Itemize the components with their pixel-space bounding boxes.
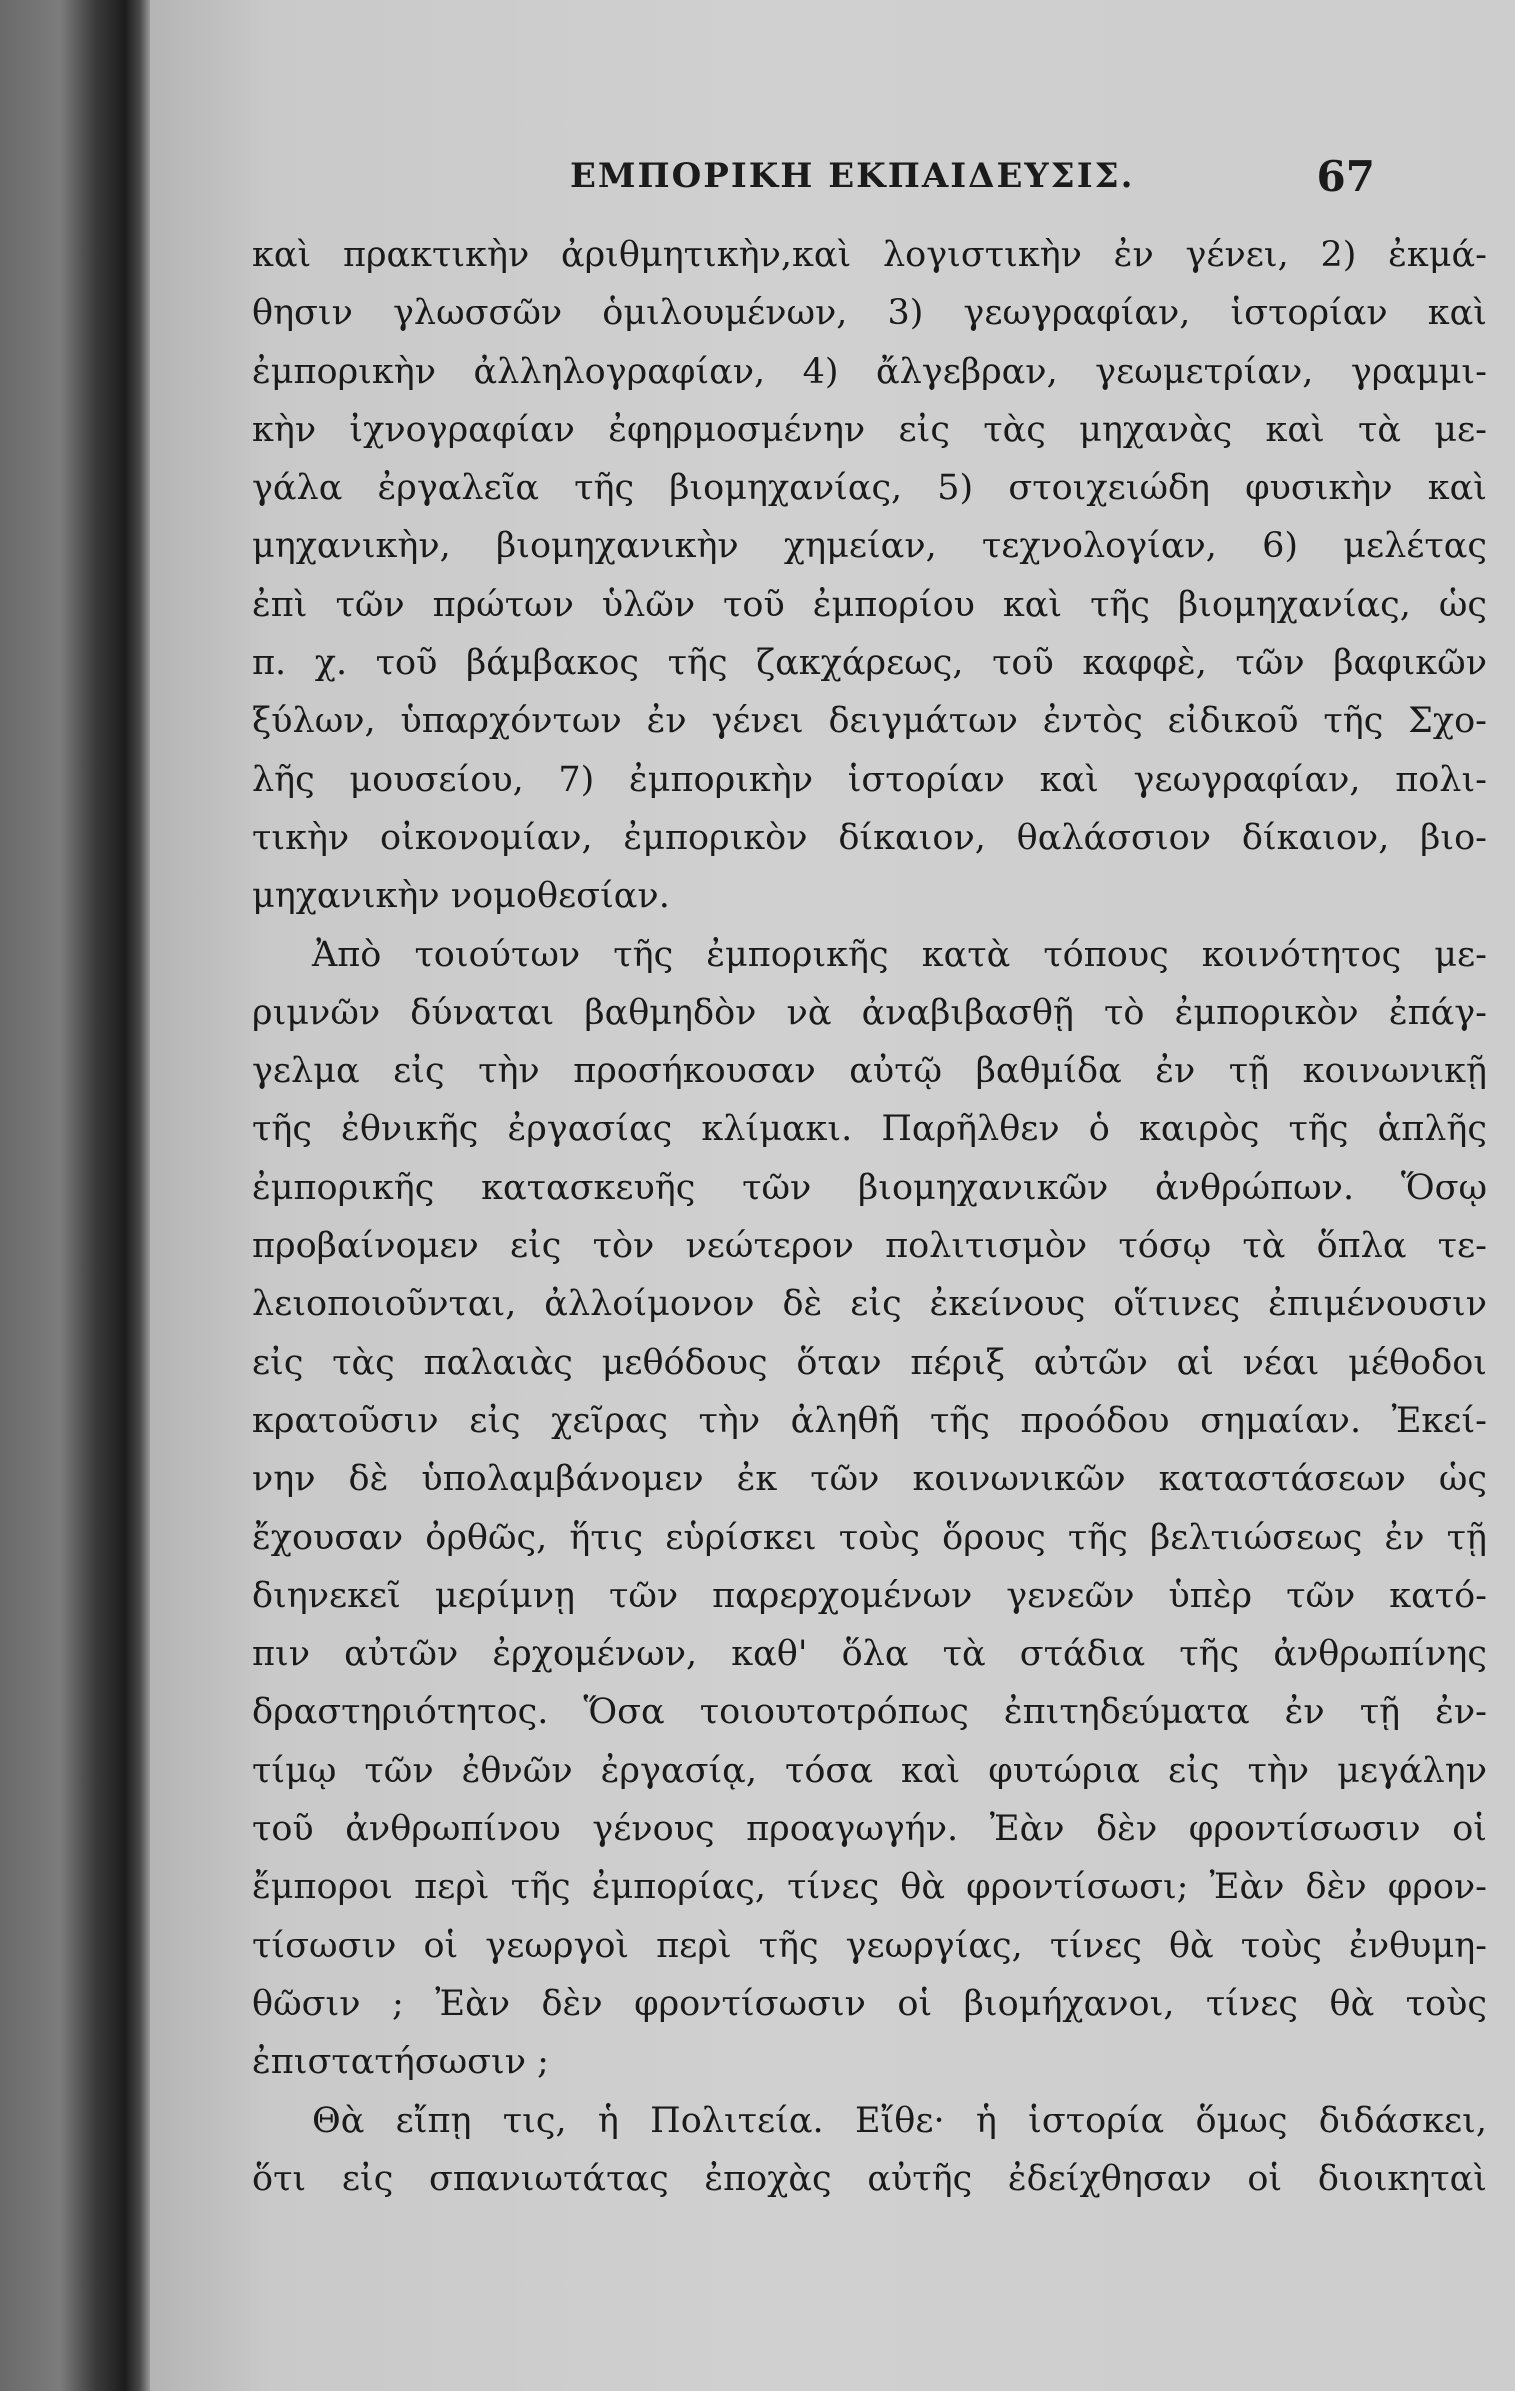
text-line: κὴν ἰχνογραφίαν ἐφηρμοσμένην εἰς τὰς μηχανὰς καὶ τὰ με-: [252, 409, 1487, 450]
text-line: ξύλων, ὑπαρχόντων ἐν γένει δειγμάτων ἐντὸς εἰδικοῦ τῆς Σχο-: [252, 701, 1487, 742]
text-line: τῆς ἐθνικῆς ἐργασίας κλίμακι. Παρῆλθεν ὁ καιρὸς τῆς ἁπλῆς: [252, 1109, 1487, 1150]
text-line: κρατοῦσιν εἰς χεῖρας τὴν ἀληθῆ τῆς προόδου σημαίαν. Ἐκεί-: [252, 1400, 1487, 1441]
text-line: ἔχουσαν ὀρθῶς, ἥτις εὑρίσκει τοὺς ὅρους τῆς βελτιώσεως ἐν τῇ: [252, 1517, 1487, 1558]
text-line: τίμῳ τῶν ἐθνῶν ἐργασίᾳ, τόσα καὶ φυτώρια εἰς τὴν μεγάλην: [252, 1750, 1487, 1791]
text-line: γελμα εἰς τὴν προσήκουσαν αὐτῷ βαθμίδα ἐν τῇ κοινωνικῇ: [252, 1051, 1487, 1092]
text-line: μηχανικὴν, βιομηχανικὴν χημείαν, τεχνολογίαν, 6) μελέτας: [252, 526, 1487, 567]
text-line: γάλα ἐργαλεῖα τῆς βιομηχανίας, 5) στοιχειώδη φυσικὴν καὶ: [252, 468, 1487, 509]
text-line: τικὴν οἰκονομίαν, ἐμπορικὸν δίκαιον, θαλάσσιον δίκαιον, βιο-: [252, 817, 1487, 858]
text-line: λειοποιοῦνται, ἀλλοίμονον δὲ εἰς ἐκείνους οἵτινες ἐπιμένουσιν: [252, 1284, 1487, 1325]
text-line: ἐμπορικῆς κατασκευῆς τῶν βιομηχανικῶν ἀνθρώπων. Ὅσῳ: [252, 1167, 1487, 1208]
book-spine-shadow: [0, 0, 150, 2391]
text-line: νην δὲ ὑπολαμβάνομεν ἐκ τῶν κοινωνικῶν καταστάσεων ὡς: [252, 1459, 1487, 1500]
text-line: λῆς μουσείου, 7) ἐμπορικὴν ἱστορίαν καὶ γεωγραφίαν, πολι-: [252, 759, 1487, 800]
text-line: ἔμποροι περὶ τῆς ἐμπορίας, τίνες θὰ φροντίσωσι; Ἐὰν δὲν φρον-: [252, 1867, 1487, 1908]
running-title: ΕΜΠΟΡΙΚΗ ΕΚΠΑΙΔΕΥΣΙΣ.: [570, 156, 1135, 196]
page-header: [150, 148, 1375, 208]
text-line: τοῦ ἀνθρωπίνου γένους προαγωγήν. Ἐὰν δὲν φροντίσωσιν οἱ: [252, 1809, 1487, 1850]
text-line: π. χ. τοῦ βάμβακος τῆς ζακχάρεως, τοῦ καφφὲ, τῶν βαφικῶν: [252, 643, 1487, 684]
text-line: θῶσιν ; Ἐὰν δὲν φροντίσωσιν οἱ βιομήχανοι, τίνες θὰ τοὺς: [252, 1983, 1487, 2024]
paragraph-start-line: Θὰ εἴπῃ τις, ἡ Πολιτεία. Εἴθε· ἡ ἱστορία ὅμως διδάσκει,: [312, 2100, 1487, 2141]
text-line: δραστηριότητος. Ὅσα τοιουτοτρόπως ἐπιτηδεύματα ἐν τῇ ἐν-: [252, 1692, 1487, 1733]
text-line: καὶ πρακτικὴν ἀριθμητικὴν,καὶ λογιστικὴν ἐν γένει, 2) ἐκμά-: [252, 235, 1487, 275]
text-line: προβαίνομεν εἰς τὸν νεώτερον πολιτισμὸν τόσῳ τὰ ὅπλα τε-: [252, 1226, 1487, 1267]
text-line: θησιν γλωσσῶν ὁμιλουμένων, 3) γεωγραφίαν, ἱστορίαν καὶ: [252, 293, 1487, 334]
text-line: ὅτι εἰς σπανιωτάτας ἐποχὰς αὐτῆς ἐδείχθησαν οἱ διοικηταὶ: [252, 2158, 1487, 2199]
body-text: [252, 226, 1487, 2208]
text-line: διηνεκεῖ μερίμνῃ τῶν παρερχομένων γενεῶν ὑπὲρ τῶν κατό-: [252, 1575, 1487, 1616]
book-page: [150, 0, 1515, 2391]
paragraph-start-line: Ἀπὸ τοιούτων τῆς ἐμπορικῆς κατὰ τόπους κοινότητος με-: [312, 934, 1487, 975]
text-line: ἐμπορικὴν ἀλληλογραφίαν, 4) ἄλγεβραν, γεωμετρίαν, γραμμι-: [252, 351, 1487, 392]
paragraph-end-line: μηχανικὴν νομοθεσίαν.: [252, 876, 670, 917]
paragraph-end-line: ἐπιστατήσωσιν ;: [252, 2042, 549, 2083]
text-line: πιν αὐτῶν ἐρχομένων, καθ' ὅλα τὰ στάδια τῆς ἀνθρωπίνης: [252, 1634, 1487, 1675]
text-line: τίσωσιν οἱ γεωργοὶ περὶ τῆς γεωργίας, τίνες θὰ τοὺς ἐνθυμη-: [252, 1925, 1487, 1966]
text-line: ἐπὶ τῶν πρώτων ὑλῶν τοῦ ἐμπορίου καὶ τῆς βιομηχανίας, ὡς: [252, 584, 1487, 625]
text-line: εἰς τὰς παλαιὰς μεθόδους ὅταν πέριξ αὐτῶν αἱ νέαι μέθοδοι: [252, 1342, 1487, 1383]
page-number: 67: [1316, 152, 1375, 201]
text-line: ριμνῶν δύναται βαθμηδὸν νὰ ἀναβιβασθῇ τὸ ἐμπορικὸν ἐπάγ-: [252, 992, 1487, 1033]
